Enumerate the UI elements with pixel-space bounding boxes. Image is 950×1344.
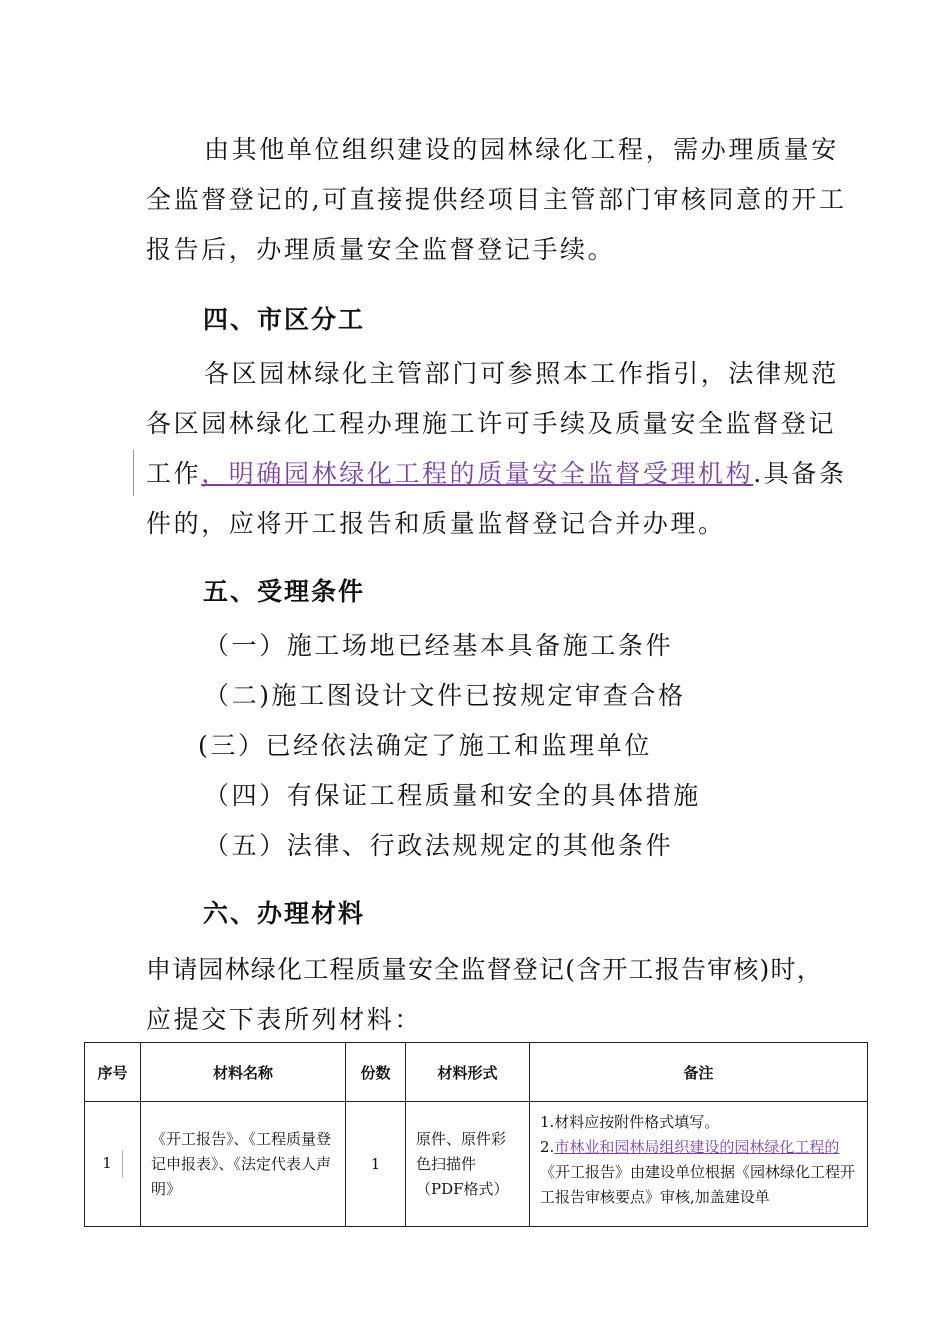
condition-item-2: （二)施工图设计文件已按规定审查合格 (204, 681, 686, 710)
section4-line3-prefix: 工作 (146, 459, 202, 488)
condition-item-3: (三）已经依法确定了施工和监理单位 (198, 731, 652, 760)
note-line-2 (540, 1135, 855, 1210)
note-tracked-link[interactable]: 市林业和园林局组织建设的园林绿化工程的 (554, 1138, 840, 1156)
cell-copies: 1 (346, 1102, 406, 1227)
section4-line3-suffix: .具备条 (753, 459, 847, 488)
tracked-change-link[interactable]: ，明确园林绿化工程的质量安全监督受理机构 (201, 459, 754, 488)
section6-line1: 申请园林绿化工程质量安全监督登记(含开工报告审核)时， (146, 955, 823, 984)
section4-line1: 各区园林绿化主管部门可参照本工作指引，法律规范 (204, 359, 839, 388)
materials-table (84, 1042, 868, 1227)
cell-no (85, 1102, 141, 1227)
section4-heading: 四、市区分工 (203, 305, 366, 334)
cell-form: 原件、原件彩色扫描件（PDF格式） (406, 1102, 530, 1227)
condition-item-4: （四）有保证工程质量和安全的具体措施 (204, 781, 701, 810)
cell-note (530, 1102, 868, 1227)
note-num: 2. (540, 1138, 555, 1156)
table-header-row (85, 1043, 868, 1102)
header-copies: 份数 (346, 1043, 406, 1102)
cell-name: 《开工报告》、《工程质量登记申报表》、《法定代表人声明》 (141, 1102, 346, 1227)
note-rest: 《开工报告》由建设单位根据《园林绿化工程开工报告审核要点》审核,加盖建设单 (540, 1163, 856, 1206)
section4-line4: 件的，应将开工报告和质量监督登记合并办理。 (146, 509, 726, 538)
para1-line3: 报告后，办理质量安全监督登记手续。 (146, 235, 616, 264)
revision-mark (133, 450, 134, 496)
header-name: 材料名称 (141, 1043, 346, 1102)
revision-mark (122, 1151, 123, 1177)
condition-item-1: （一）施工场地已经基本具备施工条件 (204, 631, 674, 660)
para1-line2: 全监督登记的,可直接提供经项目主管部门审核同意的开工 (146, 185, 847, 214)
para1-line1: 由其他单位组织建设的园林绿化工程，需办理质量安 (204, 135, 839, 164)
header-note: 备注 (530, 1043, 868, 1102)
cell-no-value: 1 (102, 1154, 112, 1172)
section5-heading: 五、受理条件 (203, 577, 366, 606)
header-no: 序号 (85, 1043, 141, 1102)
section4-line3 (146, 458, 847, 490)
condition-item-5: （五）法律、行政法规规定的其他条件 (204, 831, 674, 860)
table-row (85, 1102, 868, 1227)
section6-line2: 应提交下表所列材料： (146, 1005, 423, 1034)
note-line-1: 1.材料应按附件格式填写。 (540, 1113, 720, 1131)
section6-heading: 六、办理材料 (203, 899, 366, 928)
header-form: 材料形式 (406, 1043, 530, 1102)
section4-line2: 各区园林绿化工程办理施工许可手续及质量安全监督登记 (146, 409, 837, 438)
